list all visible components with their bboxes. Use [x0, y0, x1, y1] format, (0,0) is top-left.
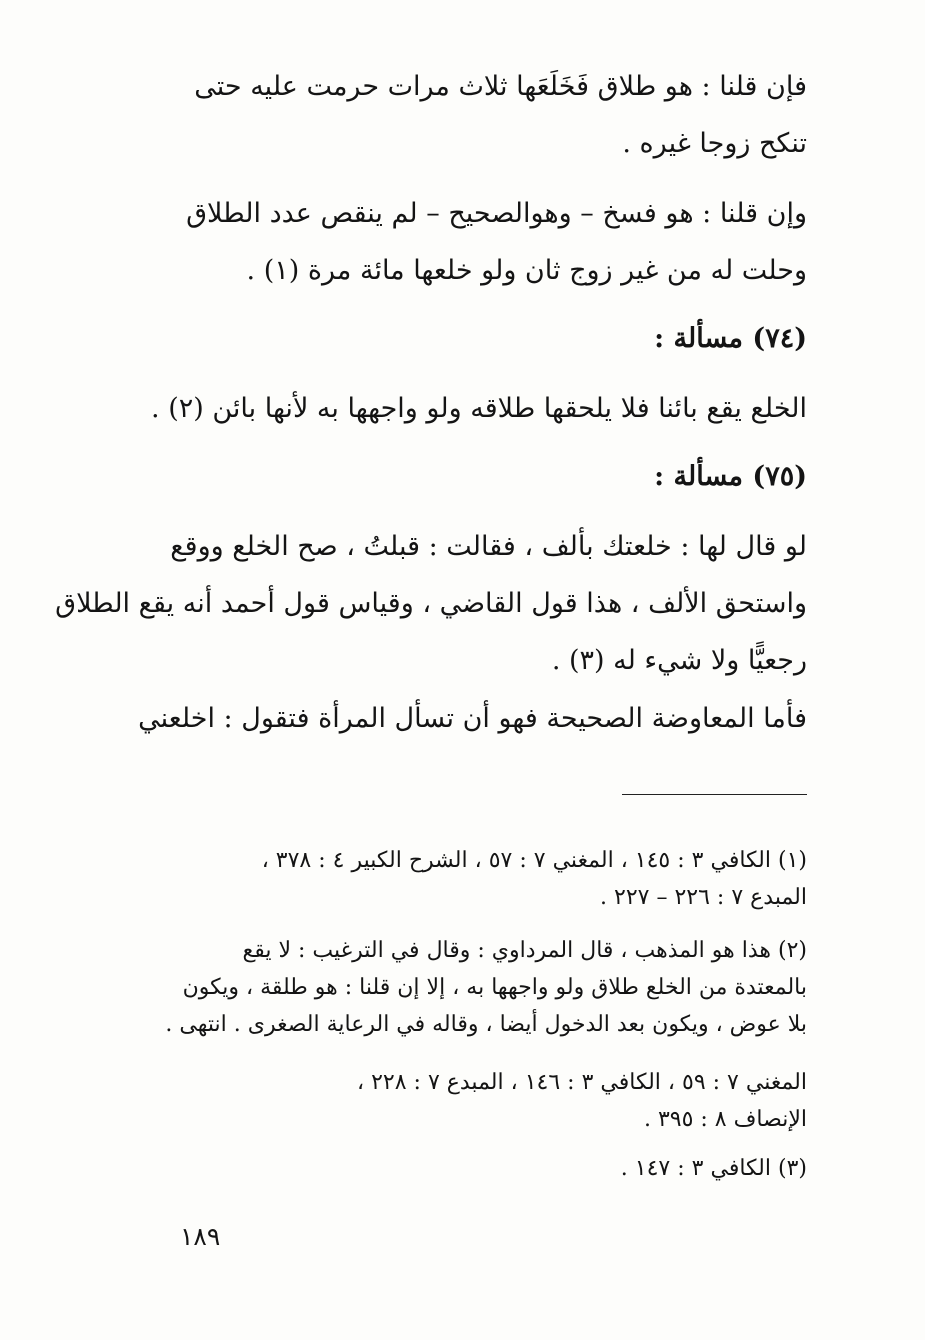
text-line: لو قال لها : خلعتك بألف ، فقالت : قبلتُ ، صح الخلع ووقع: [170, 531, 807, 562]
paragraph-3: [137, 380, 807, 437]
text-line: وحلت له من غير زوج ثان ولو خلعها مائة مرة (١) .: [246, 255, 807, 286]
text-line: الخلع يقع بائنا فلا يلحقها طلاقه ولو واجهها به لأنها بائن (٢) .: [151, 393, 807, 424]
section-heading-75: [137, 452, 807, 502]
text-line: تنكح زوجا غيره .: [622, 128, 807, 159]
footnote-line: المبدع ٧ : ٢٢٦ – ٢٢٧ .: [600, 885, 807, 910]
text-line: رجعيًّا ولا شيء له (٣) .: [551, 645, 807, 676]
footnote-2: [137, 932, 807, 1043]
paragraph-2: [137, 185, 807, 299]
footnote-line: (١) الكافي ٣ : ١٤٥ ، المغني ٧ : ٥٧ ، الشرح الكبير ٤ : ٣٧٨ ،: [261, 848, 807, 873]
text-line: فأما المعاوضة الصحيحة فهو أن تسأل المرأة فتقول : اخلعني: [138, 703, 807, 734]
footnote-line: بلا عوض ، ويكون بعد الدخول أيضا ، وقاله في الرعاية الصغرى . انتهى .: [165, 1012, 807, 1037]
footnote-line: الإنصاف ٨ : ٣٩٥ .: [643, 1107, 807, 1132]
footnote-line: (٢) هذا هو المذهب ، قال المرداوي : وقال في الترغيب : لا يقع: [242, 938, 807, 963]
paragraph-1: [137, 58, 807, 172]
footnote-separator: [622, 794, 807, 795]
paragraph-5: [137, 690, 807, 747]
section-heading-74: [137, 314, 807, 364]
page-number: ١٨٩: [180, 1222, 221, 1251]
heading-text: (٧٥) مسألة :: [654, 461, 807, 492]
heading-text: (٧٤) مسألة :: [654, 323, 807, 354]
text-line: فإن قلنا : هو طلاق فَخَلَعَها ثلاث مرات حرمت عليه حتى: [194, 71, 807, 102]
footnote-2-references: [137, 1064, 807, 1138]
text-line: وإن قلنا : هو فسخ – وهوالصحيح – لم ينقص عدد الطلاق: [186, 198, 807, 229]
footnote-3: [137, 1150, 807, 1187]
footnote-1: [137, 842, 807, 916]
footnote-line: بالمعتدة من الخلع طلاق ولو واجهها به ، إلا إن قلنا : هو طلقة ، ويكون: [182, 975, 807, 1000]
footnote-line: المغني ٧ : ٥٩ ، الكافي ٣ : ١٤٦ ، المبدع ٧ : ٢٢٨ ،: [356, 1070, 807, 1095]
paragraph-4: [55, 518, 807, 689]
footnote-line: (٣) الكافي ٣ : ١٤٧ .: [620, 1156, 807, 1181]
text-line: واستحق الألف ، هذا قول القاضي ، وقياس قول أحمد أنه يقع الطلاق: [55, 588, 807, 619]
